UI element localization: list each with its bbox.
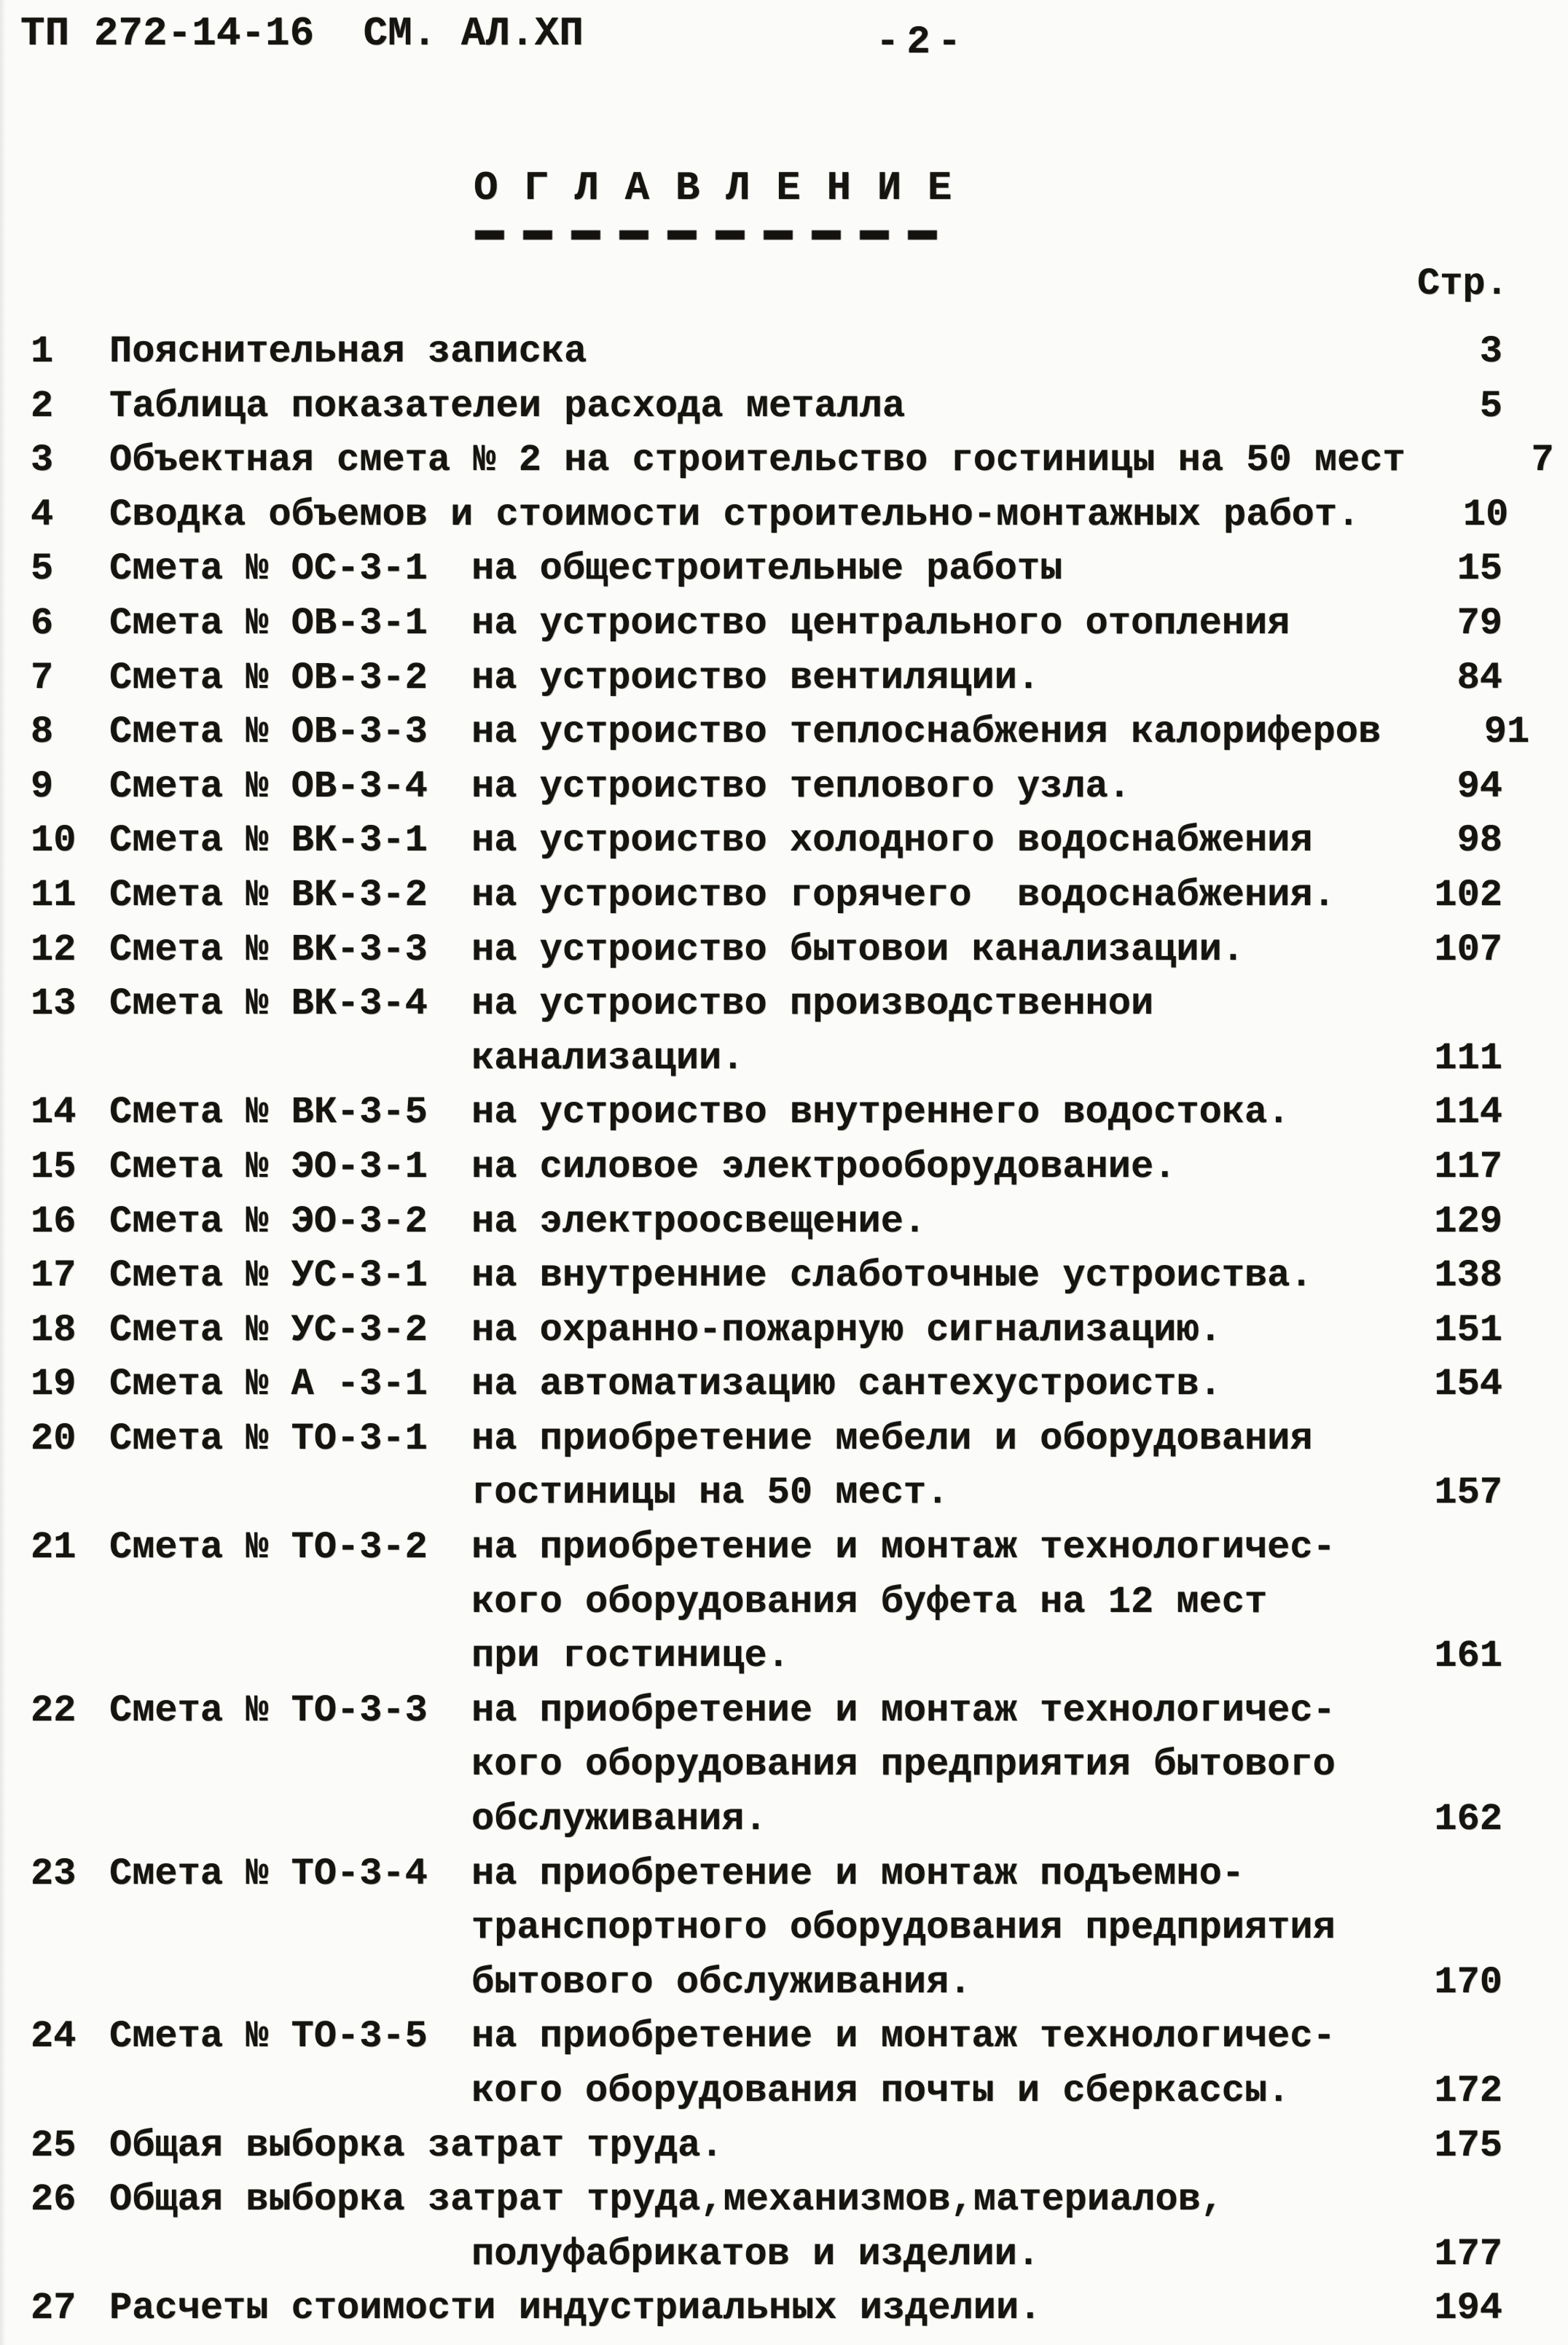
toc-item-page: 129 (1434, 1199, 1502, 1243)
toc-item-text: Таблица показателеи расхода металла (109, 384, 906, 428)
toc-item-text (109, 651, 1354, 706)
toc-item-code: Смета № ВК-3-5 (109, 1091, 428, 1135)
toc-item-body (109, 760, 1354, 815)
toc-item-number: 21 (31, 1526, 77, 1570)
toc-item-body (109, 542, 1354, 597)
toc-item-desc: на автоматизацию сантехустроиств. (471, 1363, 1222, 1406)
toc-item-number: 24 (31, 2015, 77, 2059)
toc-item (22, 542, 1508, 597)
toc-item-text: Объектная смета № 2 на строительство гостиницы на 50 мест (109, 439, 1406, 482)
scan-edge-shade (0, 0, 6, 2345)
toc-item-text (109, 977, 1354, 1032)
toc-item-text (109, 1684, 1354, 1739)
toc-item-text (109, 1847, 1354, 1902)
toc-item-number: 8 (31, 710, 54, 754)
toc-item-page: 94 (1457, 764, 1502, 808)
toc-item (22, 1521, 1508, 1684)
toc-item-desc: на приобретение и монтаж технологичес- (471, 2015, 1336, 2059)
toc-item-text (109, 2010, 1354, 2064)
toc-item (22, 1195, 1508, 1250)
toc-item-number: 14 (31, 1091, 77, 1135)
toc-item-number: 11 (31, 873, 77, 917)
toc-item-text (109, 923, 1354, 978)
toc-item (22, 380, 1508, 434)
toc-item-code: Смета № ОВ-3-4 (109, 764, 428, 808)
toc-item-page: 151 (1434, 1308, 1502, 1352)
toc-item-page: 154 (1434, 1363, 1502, 1406)
toc-item (22, 1086, 1508, 1140)
toc-item-body (109, 1412, 1354, 1521)
toc-item-body (109, 869, 1354, 923)
toc-item-number: 9 (31, 764, 54, 808)
toc-item-number: 15 (31, 1145, 77, 1189)
toc-item-text-continuation: транспортного оборудования предприятия (471, 1906, 1336, 1950)
toc-item-text-continuation: кого оборудования почты и сберкассы. (471, 2070, 1290, 2113)
toc-item (22, 488, 1508, 543)
toc-item (22, 1140, 1508, 1195)
toc-item-text-continuation: бытового обслуживания. (471, 1960, 972, 2004)
toc-item-code: Смета № ТО-3-3 (109, 1688, 428, 1732)
toc-item-code: Смета № ОС-3-1 (109, 547, 428, 591)
toc-item-page: 172 (1434, 2070, 1502, 2113)
toc-item-text: Пояснительная записка (109, 330, 587, 373)
toc-item-number: 13 (31, 982, 77, 1026)
toc-item-text: Общая выборка затрат труда,механизмов,материалов, (109, 2178, 1224, 2222)
toc-item (22, 325, 1508, 380)
toc-item-code: Смета № ТО-3-1 (109, 1417, 428, 1460)
toc-item-desc: на приобретение и монтаж подъемно- (471, 1852, 1244, 1895)
toc-item-number: 3 (31, 439, 54, 482)
toc-item-body (109, 1358, 1354, 1412)
toc-item (22, 814, 1508, 869)
toc-item-text (109, 705, 1381, 760)
toc-item-body (109, 705, 1381, 760)
toc-item-body (109, 1684, 1354, 1847)
toc-item-desc: на общестроительные работы (471, 547, 1063, 591)
toc-item-code: Смета № ТО-3-4 (109, 1852, 428, 1895)
toc-item-body (109, 2173, 1354, 2282)
toc-item-page: 177 (1434, 2232, 1502, 2276)
toc-item-page: 170 (1434, 1960, 1502, 2004)
toc-item-desc: на устроиство вентиляции. (471, 656, 1040, 700)
toc-item-number: 6 (31, 601, 54, 645)
toc-item-desc: на устроиство холодного водоснабжения (471, 819, 1313, 863)
toc-item-body (109, 1847, 1354, 2011)
toc-item-desc: на силовое электрооборудование. (471, 1145, 1177, 1189)
toc-item-page: 102 (1434, 873, 1502, 917)
toc-item-code: Смета № УС-3-1 (109, 1254, 428, 1298)
toc-item-page: 194 (1434, 2287, 1502, 2330)
toc-item-body (109, 434, 1406, 488)
toc-item-code: Смета № ЭО-3-1 (109, 1145, 428, 1189)
toc-item-code: Смета № ОВ-3-2 (109, 656, 428, 700)
toc-item-number: 26 (31, 2178, 77, 2222)
toc-item-text (109, 1195, 1354, 1250)
toc-item-text (109, 1521, 1354, 1575)
toc-item (22, 2010, 1508, 2118)
toc-item-page: 117 (1434, 1145, 1502, 1189)
toc-item-page: 138 (1434, 1254, 1502, 1298)
toc-item-number: 10 (31, 819, 77, 863)
toc-item-text (109, 814, 1354, 869)
toc-item-page: 5 (1479, 384, 1502, 428)
page-column-header: Стр. (1417, 262, 1508, 305)
toc-item-code: Смета № ВК-3-2 (109, 873, 428, 917)
toc-item-body (109, 1195, 1354, 1250)
toc-item (22, 1847, 1508, 2011)
toc-item (22, 705, 1530, 760)
toc-item-page: 157 (1434, 1471, 1502, 1515)
toc-item-number: 22 (31, 1688, 77, 1732)
toc-item-text (109, 760, 1354, 815)
toc-item-number: 16 (31, 1199, 77, 1243)
toc-item-number: 17 (31, 1254, 77, 1298)
toc-item-desc: на охранно-пожарную сигнализацию. (471, 1308, 1222, 1352)
toc-item-code: Смета № А -3-1 (109, 1363, 428, 1406)
title-underline (475, 230, 952, 240)
toc-item-page: 98 (1457, 819, 1502, 863)
toc-item-number: 12 (31, 928, 77, 971)
toc-item-text-continuation: гостиницы на 50 мест. (471, 1471, 949, 1515)
toc-item-text (109, 1304, 1354, 1358)
toc-item-desc: на устроиство теплового узла. (471, 764, 1131, 808)
toc-item-number: 18 (31, 1308, 77, 1352)
toc-item-desc: на устроиство бытовои канализации. (471, 928, 1244, 971)
toc-item-number: 2 (31, 384, 54, 428)
toc-item-code: Смета № ОВ-3-1 (109, 601, 428, 645)
toc-item-text (109, 1412, 1354, 1467)
toc-item-text-continuation: полуфабрикатов и изделии. (471, 2232, 1040, 2276)
toc-item (22, 597, 1508, 651)
toc-item-number: 23 (31, 1852, 77, 1895)
toc-item-code: Смета № ОВ-3-3 (109, 710, 428, 754)
toc-item-number: 5 (31, 547, 54, 591)
toc-item (22, 1684, 1508, 1847)
toc-item-desc: на устроиство производственнои (471, 982, 1154, 1026)
toc-item-text: Общая выборка затрат труда. (109, 2123, 724, 2167)
toc-item (22, 434, 1554, 488)
toc-item-desc: на внутренние слаботочные устроиства. (471, 1254, 1313, 1298)
toc-item-desc: на устроиство теплоснабжения калориферов (471, 710, 1381, 754)
toc-item-text: Сводка объемов и стоимости строительно-монтажных работ. (109, 493, 1360, 536)
toc-item (22, 977, 1508, 1086)
toc-item-body (109, 1304, 1354, 1358)
document-code: ТП 272-14-16 СМ. АЛ.ХП (20, 10, 584, 57)
toc-item (22, 760, 1508, 815)
toc-item-number: 7 (31, 656, 54, 700)
toc-item-number: 19 (31, 1363, 77, 1406)
toc-item-text (109, 1358, 1354, 1412)
toc-item-page: 162 (1434, 1798, 1502, 1841)
toc-item-text: Расчеты стоимости индустриальных изделии. (109, 2287, 1042, 2330)
toc-item-body (109, 380, 1354, 434)
toc-item-body (109, 2119, 1354, 2174)
toc-item-text (109, 1140, 1354, 1195)
toc-item-page: 10 (1462, 493, 1509, 536)
page-number-marker: -2- (876, 20, 969, 65)
toc-list (22, 325, 1554, 2336)
toc-item-desc: на устроиство внутреннего водостока. (471, 1091, 1290, 1135)
toc-item-body (109, 651, 1354, 706)
toc-item-page: 7 (1531, 439, 1554, 482)
toc-item-text-continuation: кого оборудования предприятия бытового (471, 1743, 1336, 1787)
toc-item-text (109, 542, 1354, 597)
toc-item-code: Смета № ВК-3-3 (109, 928, 428, 971)
toc-title: О Г Л А В Л Е Н И Е (474, 165, 953, 211)
toc-item-body (109, 325, 1354, 380)
toc-item (22, 2173, 1508, 2282)
toc-item-body (109, 2010, 1354, 2118)
toc-item-page: 79 (1457, 601, 1502, 645)
toc-item-body (109, 2282, 1354, 2336)
toc-item-text (109, 1086, 1354, 1140)
toc-item-text (109, 1249, 1354, 1304)
toc-item-body (109, 923, 1354, 978)
toc-item (22, 1412, 1508, 1521)
toc-item-text (109, 597, 1354, 651)
toc-item-page: 3 (1479, 330, 1502, 373)
toc-item-body (109, 597, 1354, 651)
toc-item (22, 2282, 1508, 2336)
toc-item-page: 161 (1434, 1635, 1502, 1678)
toc-item-text-continuation: обслуживания. (471, 1798, 767, 1841)
toc-item-desc: на приобретение и монтаж технологичес- (471, 1688, 1336, 1732)
toc-item-desc: на электроосвещение. (471, 1199, 927, 1243)
toc-item (22, 1249, 1508, 1304)
toc-item-body (109, 977, 1354, 1086)
toc-item-code: Смета № ЭО-3-2 (109, 1199, 428, 1243)
toc-item-number: 27 (31, 2287, 77, 2330)
toc-item-desc: на приобретение и монтаж технологичес- (471, 1526, 1336, 1570)
toc-item (22, 651, 1508, 706)
toc-item (22, 1358, 1508, 1412)
toc-item-page: 15 (1457, 547, 1502, 591)
toc-item-code: Смета № ТО-3-2 (109, 1526, 428, 1570)
toc-item-code: Смета № УС-3-2 (109, 1308, 428, 1352)
toc-item (22, 1304, 1508, 1358)
toc-item-desc: на приобретение мебели и оборудования (471, 1417, 1313, 1460)
toc-item-desc: на устроиство горячего водоснабжения. (471, 873, 1336, 917)
toc-item-page: 107 (1434, 928, 1502, 971)
toc-item-code: Смета № ТО-3-5 (109, 2015, 428, 2059)
toc-item-number: 4 (31, 493, 54, 536)
toc-item-page: 84 (1457, 656, 1502, 700)
toc-item-body (109, 488, 1360, 543)
toc-item (22, 869, 1508, 923)
toc-item-page: 175 (1434, 2123, 1502, 2167)
toc-item-text-continuation: канализации. (471, 1036, 745, 1080)
toc-item-page: 91 (1483, 710, 1530, 754)
toc-item-text-continuation: при гостинице. (471, 1635, 790, 1678)
toc-item-number: 1 (31, 330, 54, 373)
toc-item-number: 25 (31, 2123, 77, 2167)
toc-item (22, 923, 1508, 978)
toc-item-body (109, 1086, 1354, 1140)
toc-item-body (109, 1140, 1354, 1195)
toc-item-page: 111 (1434, 1036, 1502, 1080)
toc-item-body (109, 1249, 1354, 1304)
toc-item (22, 2119, 1508, 2174)
toc-item-code: Смета № ВК-3-1 (109, 819, 428, 863)
toc-item-desc: на устроиство центрального отопления (471, 601, 1290, 645)
toc-item-page: 114 (1434, 1091, 1502, 1135)
toc-item-number: 20 (31, 1417, 77, 1460)
toc-item-body (109, 814, 1354, 869)
toc-item-body (109, 1521, 1354, 1684)
toc-item-text (109, 869, 1354, 923)
toc-item-text-continuation: кого оборудования буфета на 12 мест (471, 1580, 1268, 1624)
toc-item-code: Смета № ВК-3-4 (109, 982, 428, 1026)
